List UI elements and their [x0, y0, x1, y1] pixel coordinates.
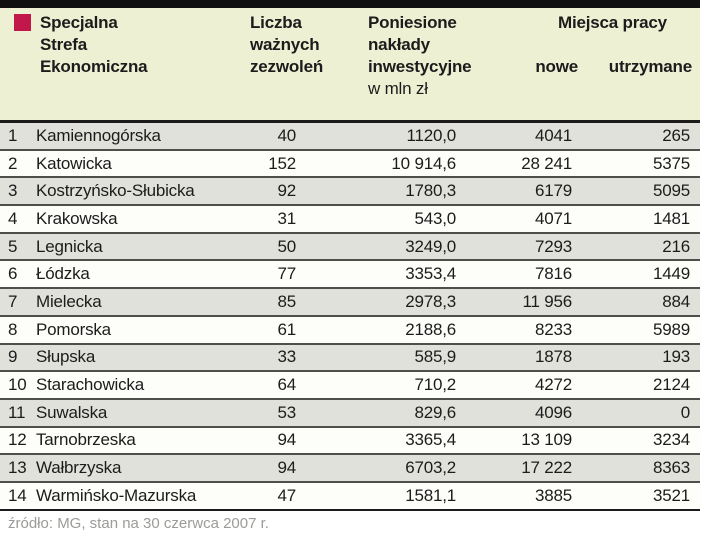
- jobs-kept-value: 216: [662, 236, 690, 256]
- jobs-kept-value: 193: [662, 347, 690, 367]
- jobs-kept-value: 8363: [652, 458, 690, 478]
- jobs-new-value: 13 109: [521, 430, 572, 450]
- zone-name: Wałbrzyska: [36, 458, 122, 478]
- jobs-new-value: 8233: [534, 319, 572, 339]
- zone-name: Mielecka: [36, 291, 102, 311]
- row-number: 7: [8, 291, 18, 311]
- jobs-kept-value: 5375: [652, 153, 690, 173]
- col-header-investment: [368, 12, 471, 100]
- permits-value: 31: [277, 208, 296, 228]
- zone-name: Słupska: [36, 347, 96, 367]
- zone-name: Kostrzyńsko-Słubicka: [36, 181, 195, 201]
- table-row: [0, 234, 700, 262]
- jobs-new-value: 3885: [534, 485, 572, 505]
- table-row: [0, 123, 700, 151]
- row-number: 13: [8, 458, 27, 478]
- jobs-new-value: 28 241: [521, 153, 572, 173]
- table-header: [0, 8, 700, 123]
- row-number: 14: [8, 485, 27, 505]
- jobs-kept-value: 5095: [652, 181, 690, 201]
- table-row: [0, 372, 700, 400]
- jobs-kept-value: 0: [680, 402, 690, 422]
- jobs-kept-value: 265: [662, 125, 690, 145]
- zone-name: Kamiennogórska: [36, 125, 161, 145]
- investment-value: 2188,6: [405, 319, 456, 339]
- table-row: [0, 289, 700, 317]
- row-number: 3: [8, 181, 18, 201]
- col-header-jobs-kept: utrzymane: [608, 57, 692, 76]
- table-row: [0, 151, 700, 179]
- top-bar: [0, 0, 700, 8]
- zone-name: Krakowska: [36, 208, 118, 228]
- jobs-new-value: 11 956: [522, 291, 572, 311]
- investment-value: 3249,0: [405, 236, 456, 256]
- row-number: 10: [8, 375, 27, 395]
- table-body: [0, 123, 700, 511]
- permits-value: 47: [277, 485, 296, 505]
- permits-value: 40: [277, 125, 296, 145]
- permits-value: 94: [277, 458, 296, 478]
- permits-value: 33: [277, 347, 296, 367]
- table-row: [0, 400, 700, 428]
- permits-value: 152: [268, 153, 296, 173]
- investment-value: 3353,4: [405, 264, 456, 284]
- jobs-new-value: 4096: [534, 402, 572, 422]
- jobs-new-value: 4071: [534, 208, 572, 228]
- investment-value: 6703,2: [405, 458, 456, 478]
- table-row: [0, 261, 700, 289]
- col-header-investment-line: inwestycyjne: [368, 57, 472, 76]
- permits-value: 64: [277, 375, 296, 395]
- investment-value: 543,0: [414, 208, 456, 228]
- col-header-jobs-new: nowe: [535, 57, 578, 76]
- table-row: [0, 206, 700, 234]
- col-header-zone-line: Ekonomiczna: [40, 57, 148, 76]
- row-number: 11: [8, 402, 26, 422]
- jobs-new-value: 6179: [534, 181, 572, 201]
- investment-value: 2978,3: [405, 291, 456, 311]
- zone-name: Suwalska: [36, 402, 108, 422]
- jobs-new-value: 7293: [534, 236, 572, 256]
- permits-value: 92: [277, 181, 296, 201]
- jobs-new-value: 7816: [534, 264, 572, 284]
- col-header-permits-line: Liczba: [250, 13, 302, 32]
- table-row: [0, 317, 700, 345]
- jobs-kept-value: 1449: [652, 264, 690, 284]
- permits-value: 94: [277, 430, 296, 450]
- investment-value: 1780,3: [405, 181, 456, 201]
- col-header-investment-line: nakłady: [368, 35, 430, 54]
- jobs-kept-value: 1481: [652, 208, 690, 228]
- permits-value: 77: [277, 264, 296, 284]
- permits-value: 61: [277, 319, 296, 339]
- permits-value: 53: [277, 402, 296, 422]
- investment-value: 10 914,6: [391, 153, 456, 173]
- jobs-kept-value: 5989: [652, 319, 690, 339]
- row-number: 1: [8, 125, 18, 145]
- row-number: 5: [8, 236, 18, 256]
- zone-name: Łódzka: [36, 264, 90, 284]
- table-row: [0, 178, 700, 206]
- jobs-kept-value: 884: [662, 291, 690, 311]
- investment-value: 585,9: [414, 347, 456, 367]
- col-header-permits: [250, 12, 323, 78]
- investment-value: 1581,1: [405, 485, 456, 505]
- col-header-zone-line: Specjalna: [40, 13, 118, 32]
- table-row: [0, 428, 700, 456]
- table-row: [0, 345, 700, 373]
- jobs-new-value: 4041: [534, 125, 572, 145]
- row-number: 6: [8, 264, 18, 284]
- col-header-investment-unit: w mln zł: [368, 79, 428, 98]
- investment-value: 1120,0: [406, 125, 456, 145]
- col-header-zone: [40, 12, 147, 78]
- investment-value: 3365,4: [405, 430, 456, 450]
- row-number: 4: [8, 208, 18, 228]
- jobs-new-value: 1878: [534, 347, 572, 367]
- col-header-jobs-group: Miejsca pracy: [558, 13, 667, 32]
- jobs-new-value: 17 222: [521, 458, 572, 478]
- row-number: 8: [8, 319, 18, 339]
- zone-name: Legnicka: [36, 236, 103, 256]
- investment-value: 710,2: [414, 375, 456, 395]
- legend-square-icon: [14, 14, 31, 31]
- col-header-investment-line: Poniesione: [368, 13, 457, 32]
- zone-name: Warmińsko-Mazurska: [36, 485, 197, 505]
- jobs-kept-value: 2124: [652, 375, 690, 395]
- col-header-zone-line: Strefa: [40, 35, 87, 54]
- row-number: 2: [8, 153, 18, 173]
- source-note: źródło: MG, stan na 30 czerwca 2007 r.: [8, 514, 269, 532]
- zone-name: Starachowicka: [36, 375, 144, 395]
- zone-name: Tarnobrzeska: [36, 430, 136, 450]
- col-header-permits-line: zezwoleń: [250, 57, 324, 76]
- row-number: 9: [8, 347, 18, 367]
- zone-name: Katowicka: [36, 153, 112, 173]
- table-row: [0, 455, 700, 483]
- col-header-permits-line: ważnych: [250, 35, 320, 54]
- jobs-kept-value: 3234: [652, 430, 690, 450]
- jobs-kept-value: 3521: [652, 485, 690, 505]
- permits-value: 85: [277, 291, 296, 311]
- jobs-new-value: 4272: [534, 375, 572, 395]
- table-row: [0, 483, 700, 511]
- zone-name: Pomorska: [36, 319, 111, 339]
- row-number: 12: [8, 430, 27, 450]
- permits-value: 50: [277, 236, 296, 256]
- investment-value: 829,6: [414, 402, 456, 422]
